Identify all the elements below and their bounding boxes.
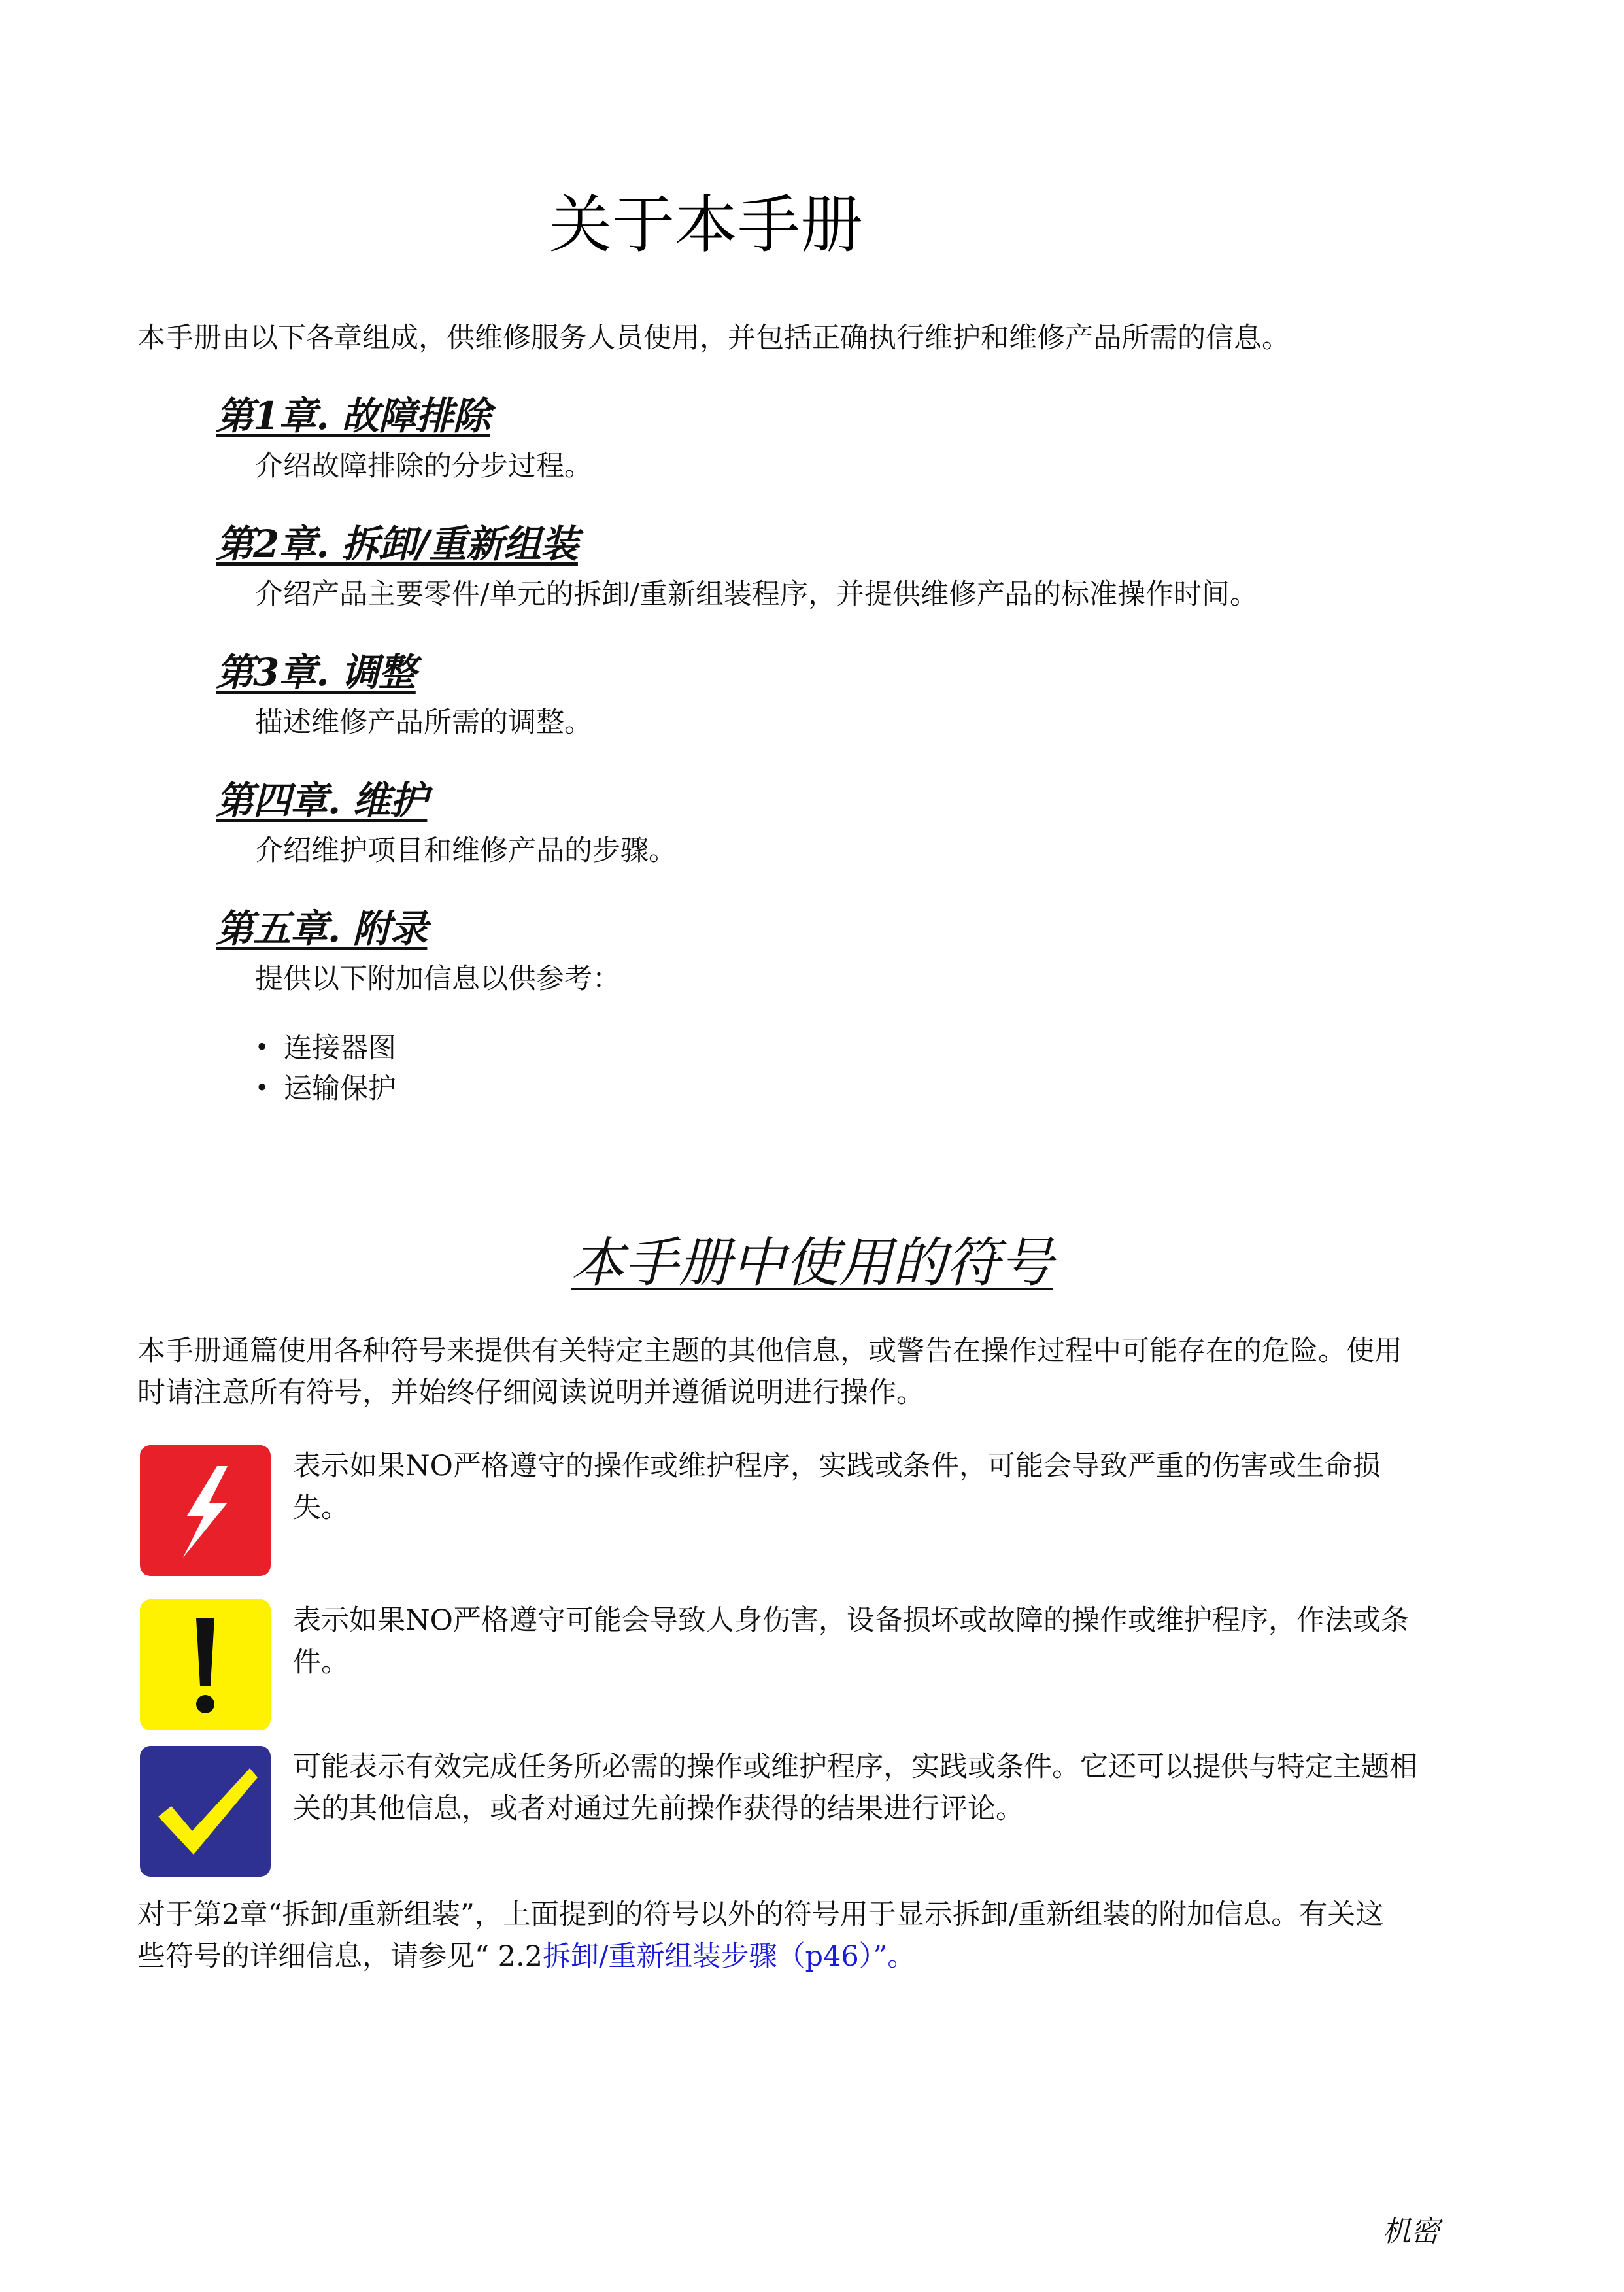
chapter-title[interactable]: 第2章. 拆卸/重新组装 (216, 522, 578, 566)
chapter-description: 介绍故障排除的分步过程。 (255, 450, 592, 483)
symbol-line: 关的其他信息，或者对通过先前操作获得的结果进行评论。 (293, 1792, 1024, 1825)
symbols-section-title: 本手册中使用的符号 (571, 1232, 1053, 1294)
symbol-line: 件。 (293, 1646, 349, 1679)
chapter-title[interactable]: 第3章. 调整 (216, 650, 416, 694)
note-line: 些符号的详细信息，请参见“ 2.2 (137, 1940, 543, 1973)
chapter-title[interactable]: 第1章. 故障排除 (216, 394, 490, 438)
disassembly-procedure-link[interactable]: 拆卸/重新组装步骤（p46）”。 (543, 1940, 916, 1973)
list-item: • 运输保护 (255, 1069, 1523, 1109)
chapter-description: 描述维修产品所需的调整。 (255, 706, 592, 739)
appendix-bullet-list (255, 1028, 1523, 1109)
chapter-description: 提供以下附加信息以供参考： (255, 963, 620, 995)
symbol-row-caution (140, 1599, 1506, 1730)
confidential-footer: 机密 (1382, 2215, 1440, 2248)
intro-text: 本手册由以下各章组成，供维修服务人员使用，并包括正确执行维护和维修产品所需的信息。 (137, 322, 1290, 354)
lightning-icon (140, 1445, 271, 1576)
chapter-item (216, 902, 1523, 1109)
chapter-description: 介绍产品主要零件/单元的拆卸/重新组装程序，并提供维修产品的标准操作时间。 (255, 578, 1258, 611)
list-item: • 连接器图 (255, 1028, 1523, 1069)
symbols-intro-line: 本手册通篇使用各种符号来提供有关特定主题的其他信息，或警告在操作过程中可能存在的危险。使用 (137, 1335, 1402, 1367)
symbol-line: 表示如果NO严格遵守的操作或维护程序，实践或条件，可能会导致严重的伤害或生命损 (293, 1450, 1381, 1482)
chapter-item (216, 774, 1523, 871)
symbol-row-check (140, 1746, 1506, 1877)
checkmark-icon (140, 1746, 271, 1877)
symbols-note (137, 1894, 1504, 1977)
note-line: 对于第2章“拆卸/重新组装”，上面提到的符号以外的符号用于显示拆卸/重新组装的附加信息。有关这 (137, 1898, 1384, 1931)
chapter-item (216, 518, 1523, 615)
symbol-line: 表示如果NO严格遵守可能会导致人身伤害，设备损坏或故障的操作或维护程序，作法或条 (293, 1604, 1409, 1637)
chapter-title[interactable]: 第五章. 附录 (216, 906, 428, 951)
symbol-description (293, 1445, 1483, 1529)
exclamation-icon (140, 1599, 271, 1730)
symbol-row-danger (140, 1445, 1506, 1576)
symbol-line: 可能表示有效完成任务所必需的操作或维护程序，实践或条件。它还可以提供与特定主题相 (293, 1751, 1417, 1783)
chapter-item (216, 646, 1523, 743)
symbol-description (293, 1599, 1483, 1683)
chapter-title[interactable]: 第四章. 维护 (216, 778, 428, 823)
page-title: 关于本手册 (549, 188, 863, 262)
chapter-list (216, 390, 1523, 1140)
chapter-item (216, 390, 1523, 487)
symbols-intro (137, 1330, 1504, 1414)
symbol-description (293, 1746, 1483, 1830)
chapter-description: 介绍维护项目和维修产品的步骤。 (255, 834, 677, 867)
symbol-line: 失。 (293, 1492, 349, 1524)
symbols-intro-line: 时请注意所有符号，并始终仔细阅读说明并遵循说明进行操作。 (137, 1377, 924, 1409)
